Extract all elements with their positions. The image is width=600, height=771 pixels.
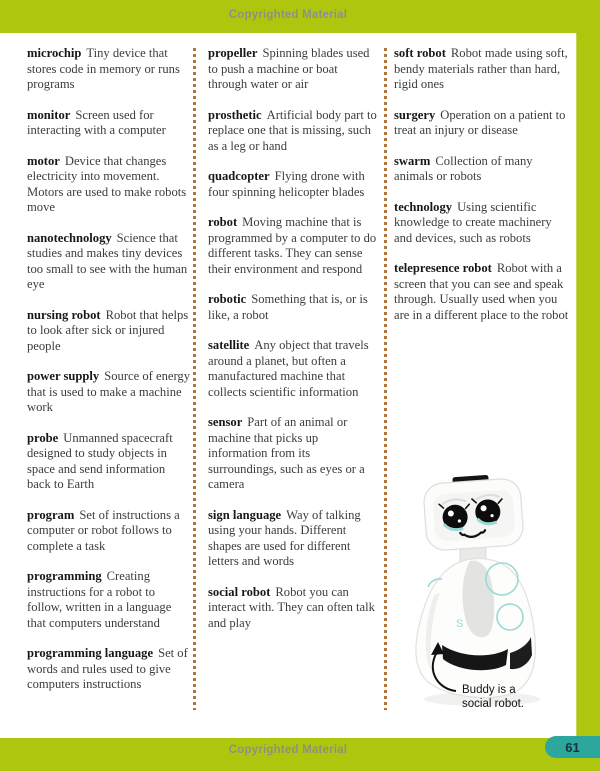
glossary-definition: Robot that helps to look after sick or injured people bbox=[27, 307, 189, 353]
glossary-entry bbox=[394, 200, 573, 247]
glossary-entry bbox=[27, 569, 190, 631]
glossary-entry bbox=[208, 415, 378, 493]
glossary-definition: Spinning blades used to push a machine or boat through water or air bbox=[208, 46, 370, 91]
glossary-entry bbox=[27, 46, 190, 93]
glossary-term: prosthetic bbox=[208, 107, 262, 122]
glossary-entry bbox=[27, 369, 190, 416]
glossary-page bbox=[0, 33, 577, 738]
glossary-term: quadcopter bbox=[208, 169, 270, 183]
dotted-column-divider bbox=[193, 48, 196, 710]
glossary-term: social robot bbox=[208, 584, 271, 599]
glossary-entry bbox=[394, 154, 573, 185]
copyright-watermark-top: Copyrighted Material bbox=[228, 9, 348, 21]
glossary-entry bbox=[27, 308, 190, 355]
glossary-entry bbox=[27, 231, 190, 293]
figure-caption-line1: Buddy is a bbox=[462, 684, 516, 696]
glossary-definition: Artificial body part to replace one that is missing, such as a leg or hand bbox=[208, 107, 377, 153]
glossary-entry bbox=[394, 108, 573, 139]
buddy-robot-figure bbox=[398, 475, 572, 737]
glossary-definition: Screen used for interacting with a computer bbox=[27, 107, 166, 137]
glossary-entry bbox=[208, 338, 378, 400]
glossary-term: monitor bbox=[27, 107, 71, 122]
glossary-definition: Creating instructions for a robot to follow, written in a language that computers understand bbox=[27, 569, 172, 630]
glossary-term: power supply bbox=[27, 369, 100, 383]
glossary-entry bbox=[208, 508, 378, 570]
glossary-term: program bbox=[27, 507, 75, 522]
glossary-term: motor bbox=[27, 153, 60, 168]
glossary-entry bbox=[208, 215, 378, 277]
glossary-definition: Something that is, or is like, a robot bbox=[208, 292, 368, 322]
copyright-watermark-bottom: Copyrighted Material bbox=[228, 744, 348, 756]
glossary-entry bbox=[27, 646, 190, 693]
glossary-term: nursing robot bbox=[27, 307, 101, 322]
glossary-entry bbox=[208, 169, 378, 200]
glossary-term: soft robot bbox=[394, 46, 446, 60]
glossary-term: programming language bbox=[27, 646, 154, 660]
glossary-entry bbox=[27, 154, 190, 216]
glossary-definition: Robot with a screen that you can see and speak through. Usually used when you are in a different place to the robot bbox=[394, 261, 569, 322]
glossary-term: sensor bbox=[208, 415, 243, 429]
glossary-definition: Tiny device that stores code in memory or runs programs bbox=[27, 46, 180, 91]
glossary-entry bbox=[27, 508, 190, 555]
glossary-definition: Set of words and rules used to give computers instructions bbox=[27, 646, 188, 691]
glossary-column-3 bbox=[394, 46, 573, 338]
glossary-entry bbox=[208, 108, 378, 155]
glossary-entry bbox=[27, 431, 190, 493]
glossary-definition: Unmanned spacecraft designed to study objects in space and send information back to Earth bbox=[27, 430, 173, 491]
glossary-term: sign language bbox=[208, 507, 282, 522]
page-number: 61 bbox=[565, 739, 580, 755]
glossary-term: surgery bbox=[394, 107, 436, 122]
glossary-column-1 bbox=[27, 46, 190, 708]
glossary-term: robot bbox=[208, 215, 238, 229]
glossary-definition: Device that changes electricity into movement. Motors are used to make robots move bbox=[27, 153, 187, 214]
glossary-term: telepresence robot bbox=[394, 261, 492, 275]
glossary-column-2 bbox=[208, 46, 378, 646]
glossary-definition: Way of talking using your hands. Different shapes are used for different letters and words bbox=[208, 507, 361, 568]
page-number-badge bbox=[545, 736, 600, 758]
glossary-definition: Any object that travels around a planet, but often a manufactured machine that collects scientific information bbox=[208, 338, 369, 399]
glossary-term: probe bbox=[27, 430, 59, 445]
glossary-entry bbox=[208, 46, 378, 93]
figure-caption-line2: social robot. bbox=[462, 698, 525, 710]
glossary-entry bbox=[208, 585, 378, 632]
dotted-column-divider bbox=[384, 48, 387, 710]
glossary-definition: Flying drone with four spinning helicopter blades bbox=[208, 169, 365, 199]
glossary-definition: Robot made using soft, bendy materials rather than hard, rigid ones bbox=[394, 46, 568, 91]
glossary-entry bbox=[394, 261, 573, 323]
glossary-term: propeller bbox=[208, 46, 258, 60]
glossary-term: robotic bbox=[208, 292, 247, 306]
glossary-term: swarm bbox=[394, 153, 431, 168]
glossary-term: programming bbox=[27, 569, 102, 583]
glossary-term: technology bbox=[394, 199, 453, 214]
glossary-entry bbox=[208, 292, 378, 323]
glossary-definition: Science that studies and makes tiny devices too small to see with the human eye bbox=[27, 230, 188, 291]
glossary-definition: Set of instructions a computer or robot follows to complete a task bbox=[27, 507, 180, 553]
figure-caption bbox=[462, 683, 524, 711]
glossary-definition: Moving machine that is programmed by a computer to do different tasks. They can sense their environment and respond bbox=[208, 215, 377, 276]
glossary-term: nanotechnology bbox=[27, 230, 112, 245]
glossary-definition: Using scientific knowledge to create machinery and devices, such as robots bbox=[394, 199, 552, 245]
glossary-term: microchip bbox=[27, 46, 82, 60]
glossary-entry bbox=[27, 108, 190, 139]
glossary-definition: Robot you can interact with. They can often talk and play bbox=[208, 584, 375, 630]
svg-text:S: S bbox=[456, 618, 464, 630]
glossary-definition: Part of an animal or machine that picks up information from its surroundings, such as eyes or a camera bbox=[208, 415, 365, 491]
glossary-term: satellite bbox=[208, 338, 250, 352]
glossary-definition: Operation on a patient to treat an injury or disease bbox=[394, 107, 566, 137]
glossary-entry bbox=[394, 46, 573, 93]
glossary-definition: Collection of many animals or robots bbox=[394, 153, 533, 183]
glossary-definition: Source of energy that is used to make a machine work bbox=[27, 369, 191, 414]
